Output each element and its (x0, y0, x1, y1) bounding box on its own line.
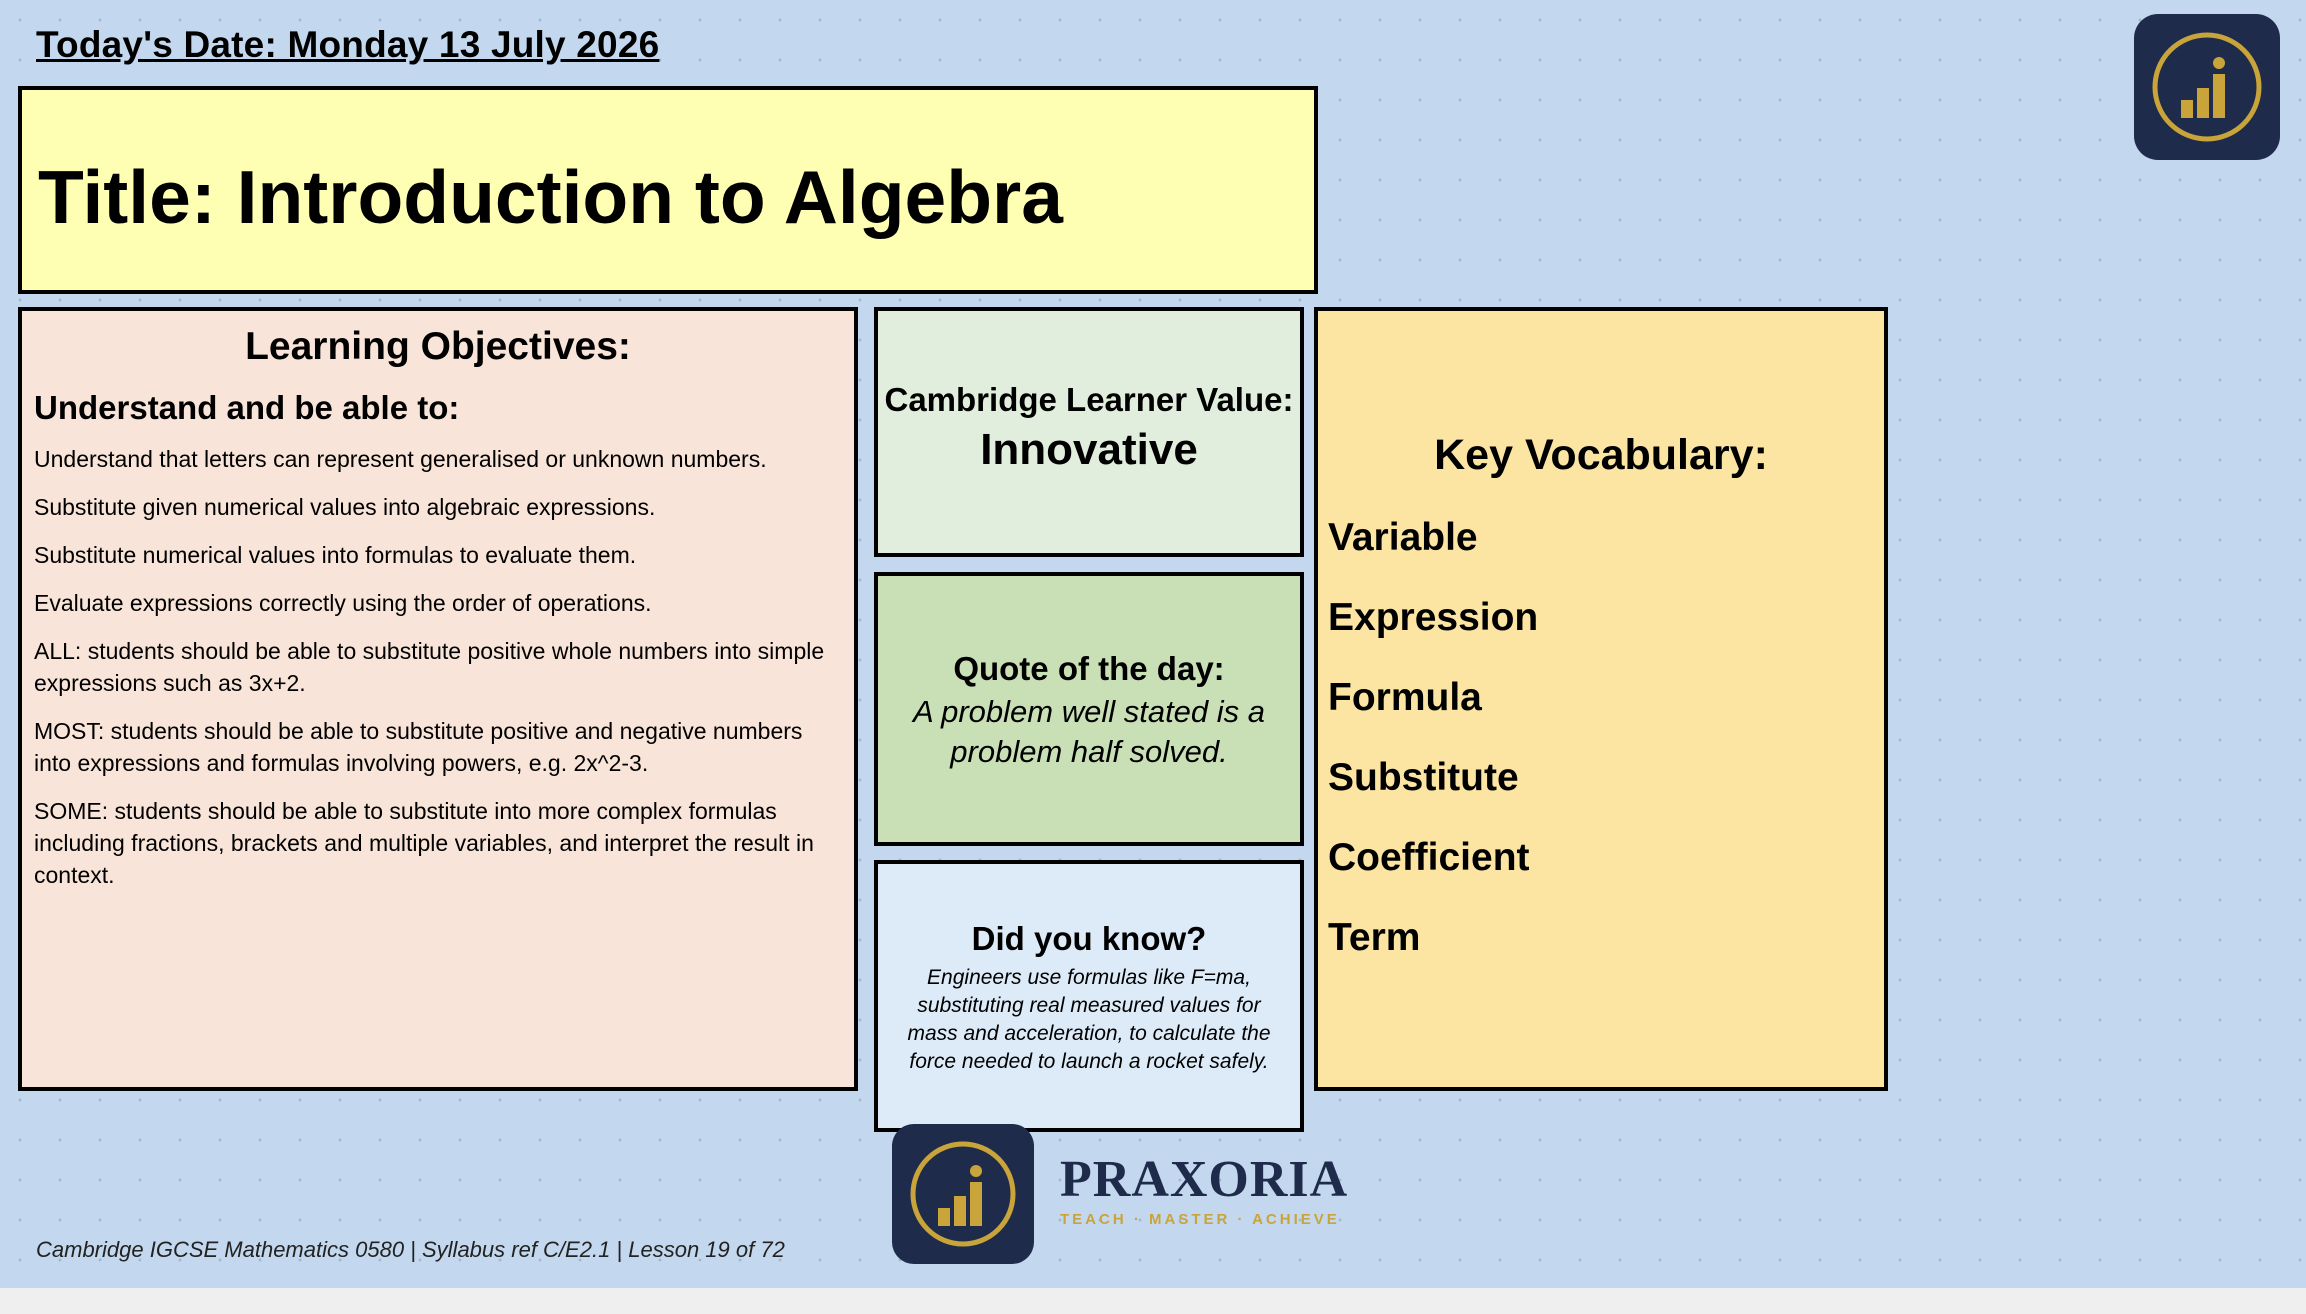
bar-chart-logo-icon (2134, 14, 2280, 160)
did-you-know-label: Did you know? (971, 920, 1207, 957)
objective-item: Evaluate expressions correctly using the order of operations. (34, 590, 652, 616)
objective-most: MOST: students should be able to substitute positive and negative numbers into expressions and formulas involving powers, e.g. 2x^2-3. (34, 718, 803, 776)
todays-date: Today's Date: Monday 13 July 2026 (36, 24, 660, 65)
objective-item: Substitute given numerical values into algebraic expressions. (34, 494, 656, 520)
learning-objectives-heading: Learning Objectives: (245, 325, 631, 368)
learner-value-panel (874, 307, 1304, 557)
objectives-list (34, 443, 842, 891)
learning-objectives-panel (18, 307, 858, 1091)
objective-item: Understand that letters can represent generalised or unknown numbers. (34, 446, 767, 472)
vocab-item: Term (1328, 916, 1421, 959)
key-vocabulary-heading: Key Vocabulary: (1434, 431, 1768, 479)
vocab-item: Variable (1328, 516, 1478, 559)
brand-logo-icon (892, 1124, 1034, 1264)
brand-wordmark (1060, 1150, 1348, 1228)
learner-value-label: Cambridge Learner Value: (884, 381, 1294, 418)
vocab-item: Coefficient (1328, 836, 1530, 879)
vocab-item: Formula (1328, 676, 1482, 719)
title-box (18, 86, 1318, 294)
key-vocabulary-panel (1314, 307, 1888, 1091)
brand-name: PRAXORIA (1060, 1151, 1349, 1208)
vocab-item: Substitute (1328, 756, 1519, 799)
did-you-know-panel (874, 860, 1304, 1132)
quote-panel (874, 572, 1304, 846)
brand-tagline: TEACH · MASTER · ACHIEVE (1060, 1211, 1340, 1228)
objective-item: Substitute numerical values into formulas to evaluate them. (34, 542, 637, 568)
bottom-strip (0, 1288, 2306, 1314)
vocab-item: Expression (1328, 596, 1539, 639)
quote-label: Quote of the day: (953, 650, 1225, 687)
learning-objectives-subheading: Understand and be able to: (34, 389, 460, 426)
learner-value: Innovative (980, 425, 1198, 474)
vocabulary-list (1318, 498, 1884, 978)
objective-some: SOME: students should be able to substitute into more complex formulas including fractions, brackets and multiple variables, and interpret the result in context. (34, 798, 814, 888)
lesson-title: Title: Introduction to Algebra (38, 155, 1063, 239)
objective-all: ALL: students should be able to substitute positive whole numbers into simple expressions such as 3x+2. (34, 638, 825, 696)
quote-text: A problem well stated is a problem half solved. (912, 694, 1266, 769)
did-you-know-text: Engineers use formulas like F=ma, substituting real measured values for mass and acceleration, to calculate the force needed to launch a rocket safely. (907, 966, 1271, 1073)
footer-syllabus-info: Cambridge IGCSE Mathematics 0580 | Syllabus ref C/E2.1 | Lesson 19 of 72 (36, 1237, 785, 1262)
